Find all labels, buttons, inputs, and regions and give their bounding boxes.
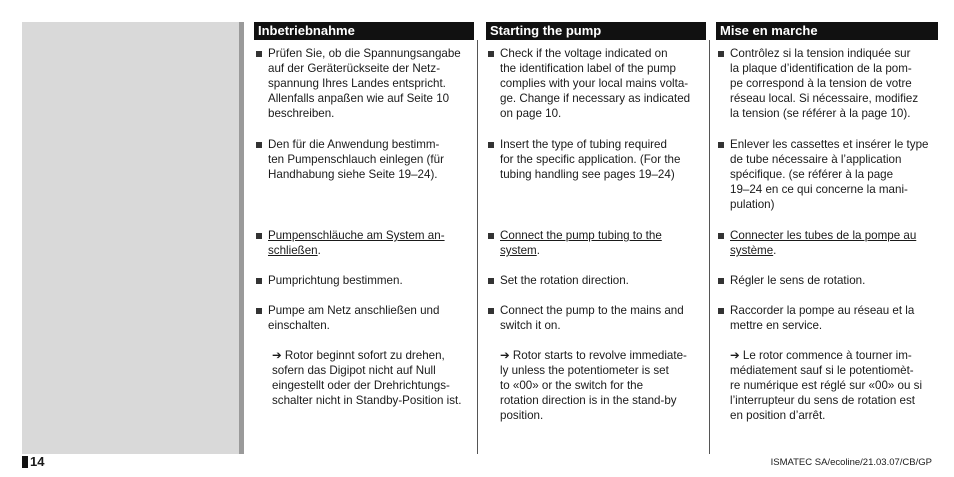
bullet-icon [256, 142, 262, 148]
list-item [254, 273, 474, 288]
bullet-icon [718, 233, 724, 239]
note-body: ➔ Rotor starts to revolve immediate- ly unless the potentiometer is set to «00» or the switch for the rotation direction is in the stand-by position. [500, 349, 687, 422]
item-text [254, 228, 474, 258]
item-text: Set the rotation direction. [500, 274, 629, 287]
note-text [486, 348, 706, 423]
bullet-icon [718, 142, 724, 148]
item-text: Raccorder la pompe au réseau et la mettre en service. [730, 304, 915, 332]
item-text: Connect the pump to the mains and switch it on. [500, 304, 684, 332]
list-item [486, 228, 706, 258]
note-text [716, 348, 938, 423]
bullet-icon [256, 233, 262, 239]
list-item [254, 228, 474, 258]
list-item [486, 303, 706, 333]
connect-link[interactable]: Pumpenschläuche am System an- schließen [268, 229, 445, 257]
connect-link[interactable]: Connecter les tubes de la pompe au système [730, 229, 917, 257]
list-item [716, 273, 938, 288]
list-item [486, 137, 706, 182]
bullet-icon [256, 278, 262, 284]
column-german [254, 22, 474, 407]
footer-reference: ISMATEC SA/ecoline/21.03.07/CB/GP [770, 457, 932, 468]
item-text: Pumpe am Netz anschließen und einschalten. [268, 304, 440, 332]
item-suffix: . [317, 244, 321, 257]
bullet-icon [256, 308, 262, 314]
bullet-icon [256, 51, 262, 57]
note-body: ➔ Le rotor commence à tourner im- médiatement sauf si le potentiomèt- re numérique est réglé sur «00» ou si l’interrupteur du sens de rotation est en position d’arrêt. [730, 349, 923, 422]
sidebar-panel [22, 22, 239, 454]
item-text: Prüfen Sie, ob die Spannungsangabe auf der Geräterückseite der Netz- spannung Ihres Landes entspricht. Allenfalls anpaßen wie auf Seite 10 beschreiben. [268, 47, 461, 120]
bullet-icon [488, 278, 494, 284]
column-divider [709, 40, 710, 454]
bullet-icon [718, 278, 724, 284]
page-marker [22, 456, 28, 468]
column-divider [477, 40, 478, 454]
column-english [486, 22, 706, 422]
item-text [486, 228, 706, 258]
bullet-icon [488, 142, 494, 148]
item-text: Enlever les cassettes et insérer le type de tube nécessaire à l’application spécifique. (se référer à la page 19–24 en ce qui concerne la mani- pulation) [730, 138, 929, 211]
item-suffix: . [536, 244, 540, 257]
list-item [254, 137, 474, 182]
item-text: Check if the voltage indicated on the identification label of the pump complies with your local mains volta- ge. Change if necessary as indicated on page 10. [500, 47, 691, 120]
bullet-icon [718, 51, 724, 57]
bullet-icon [488, 233, 494, 239]
item-text: Insert the type of tubing required for the specific application. (For the tubing handling see pages 19–24) [500, 138, 681, 181]
item-suffix: . [773, 244, 777, 257]
list-item [716, 137, 938, 212]
item-text: Régler le sens de rotation. [730, 274, 866, 287]
list-item [486, 46, 706, 121]
item-text: Pumprichtung bestimmen. [268, 274, 403, 287]
column-header: Starting the pump [486, 22, 706, 40]
column-header: Mise en marche [716, 22, 938, 40]
list-item [716, 228, 938, 258]
item-text [716, 228, 938, 258]
list-item [254, 46, 474, 121]
list-item [716, 46, 938, 121]
bullet-icon [718, 308, 724, 314]
column-header: Inbetriebnahme [254, 22, 474, 40]
column-french [716, 22, 938, 422]
list-item [716, 303, 938, 333]
sidebar-rule [239, 22, 244, 454]
note-body: ➔ Rotor beginnt sofort zu drehen, sofern das Digipot nicht auf Null eingestellt oder der Drehrichtungs- schalter nicht in Standby-Position ist. [272, 349, 462, 407]
list-item [486, 273, 706, 288]
note-text [254, 348, 474, 408]
bullet-icon [488, 308, 494, 314]
page-number: 14 [30, 454, 45, 469]
connect-link[interactable]: Connect the pump tubing to the system [500, 229, 662, 257]
list-item [254, 303, 474, 333]
bullet-icon [488, 51, 494, 57]
item-text: Den für die Anwendung bestimm- ten Pumpenschlauch einlegen (für Handhabung siehe Seite 19–24). [268, 138, 444, 181]
item-text: Contrôlez si la tension indiquée sur la plaque d’identification de la pom- pe correspond à la tension de votre réseau local. Si nécessaire, modifiez la tension (se référer à la page 10). [730, 47, 919, 120]
